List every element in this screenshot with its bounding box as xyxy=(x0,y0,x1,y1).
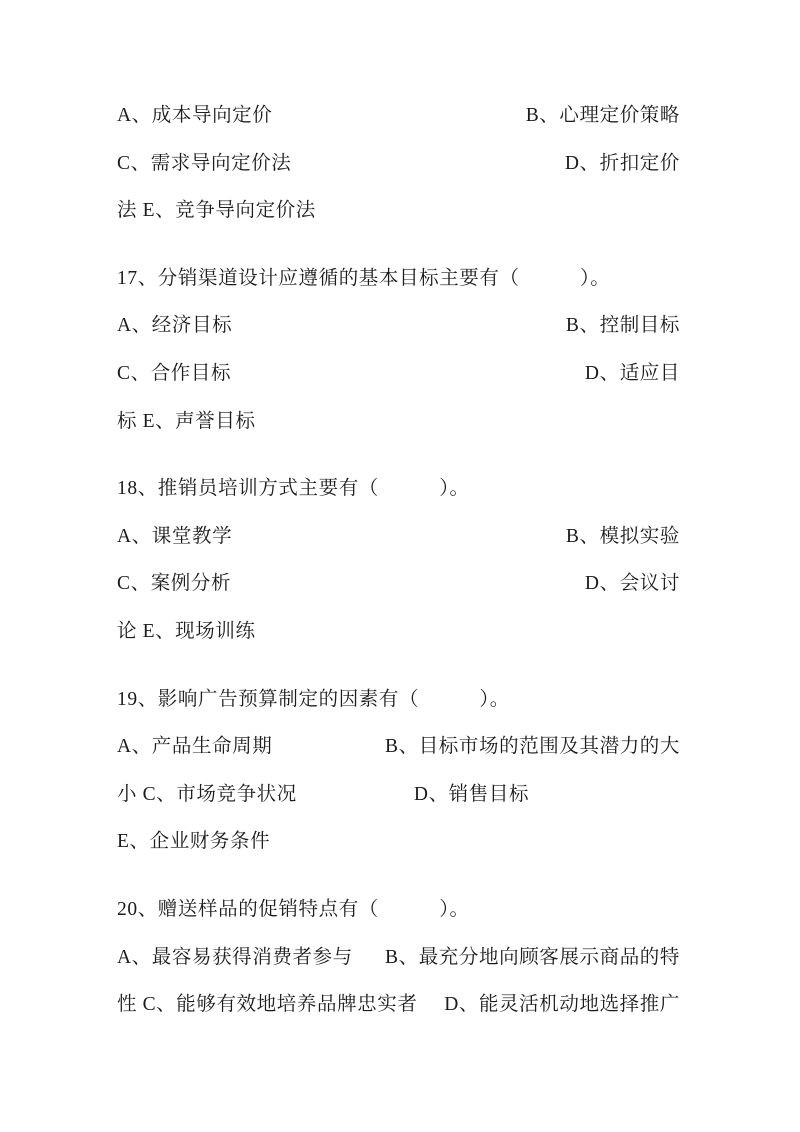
option-text-left: C、案例分析 xyxy=(117,573,232,595)
question-block-20 xyxy=(117,886,680,1029)
option-text-right: B、最充分地向顾客展示商品的特 xyxy=(384,946,680,968)
option-line xyxy=(117,771,680,819)
option-line xyxy=(117,398,680,446)
option-text-left: A、课堂教学 xyxy=(117,525,233,547)
option-line xyxy=(117,302,680,350)
option-line xyxy=(117,981,680,1029)
question-block-16-options xyxy=(117,92,680,235)
option-text-right: B、模拟实验 xyxy=(565,525,680,547)
option-line xyxy=(117,92,680,140)
option-line xyxy=(117,934,680,982)
option-text-left: C、需求导向定价法 xyxy=(117,152,292,174)
option-line xyxy=(117,140,680,188)
option-text-left: C、合作目标 xyxy=(117,362,232,384)
option-text-left: A、产品生命周期 xyxy=(117,736,273,758)
option-text-left: 法 E、竞争导向定价法 xyxy=(117,200,316,222)
option-text-left: A、成本导向定价 xyxy=(117,105,273,126)
question-block-17 xyxy=(117,255,680,445)
option-line xyxy=(117,513,680,561)
option-text-left: A、最容易获得消费者参与 xyxy=(117,946,353,968)
option-text-right: B、心理定价策略 xyxy=(525,105,680,126)
option-line xyxy=(117,560,680,608)
option-line xyxy=(117,187,680,235)
question-text: 17、分销渠道设计应遵循的基本目标主要有（ ）。 xyxy=(117,267,611,289)
option-text-right: D、会议讨 xyxy=(584,573,680,595)
question-text: 19、影响广告预算制定的因素有（ ）。 xyxy=(117,688,510,710)
option-text-right: D、适应目 xyxy=(584,362,680,384)
option-text-right: D、销售目标 xyxy=(413,783,530,805)
question-text: 18、推销员培训方式主要有（ ）。 xyxy=(117,478,470,500)
option-text-right: D、折扣定价 xyxy=(564,152,680,174)
option-text-left: 论 E、现场训练 xyxy=(117,620,256,642)
question-block-19 xyxy=(117,676,680,866)
option-text-left: E、企业财务条件 xyxy=(117,831,271,853)
option-line xyxy=(117,350,680,398)
option-text-left: 小 C、市场竞争状况 xyxy=(117,783,297,805)
option-text-left: A、经济目标 xyxy=(117,315,233,337)
option-text-right: D、能灵活机动地选择推广 xyxy=(444,994,680,1016)
question-text: 20、赠送样品的促销特点有（ ）。 xyxy=(117,898,470,920)
option-line xyxy=(117,818,680,866)
option-text-right: B、控制目标 xyxy=(565,315,680,337)
question-block-18 xyxy=(117,465,680,655)
option-text-left: 性 C、能够有效地培养品牌忠实者 xyxy=(117,994,418,1016)
option-line xyxy=(117,723,680,771)
option-line xyxy=(117,608,680,656)
option-text-left: 标 E、声誉目标 xyxy=(117,410,256,432)
option-text-right: B、目标市场的范围及其潜力的大 xyxy=(384,736,680,758)
